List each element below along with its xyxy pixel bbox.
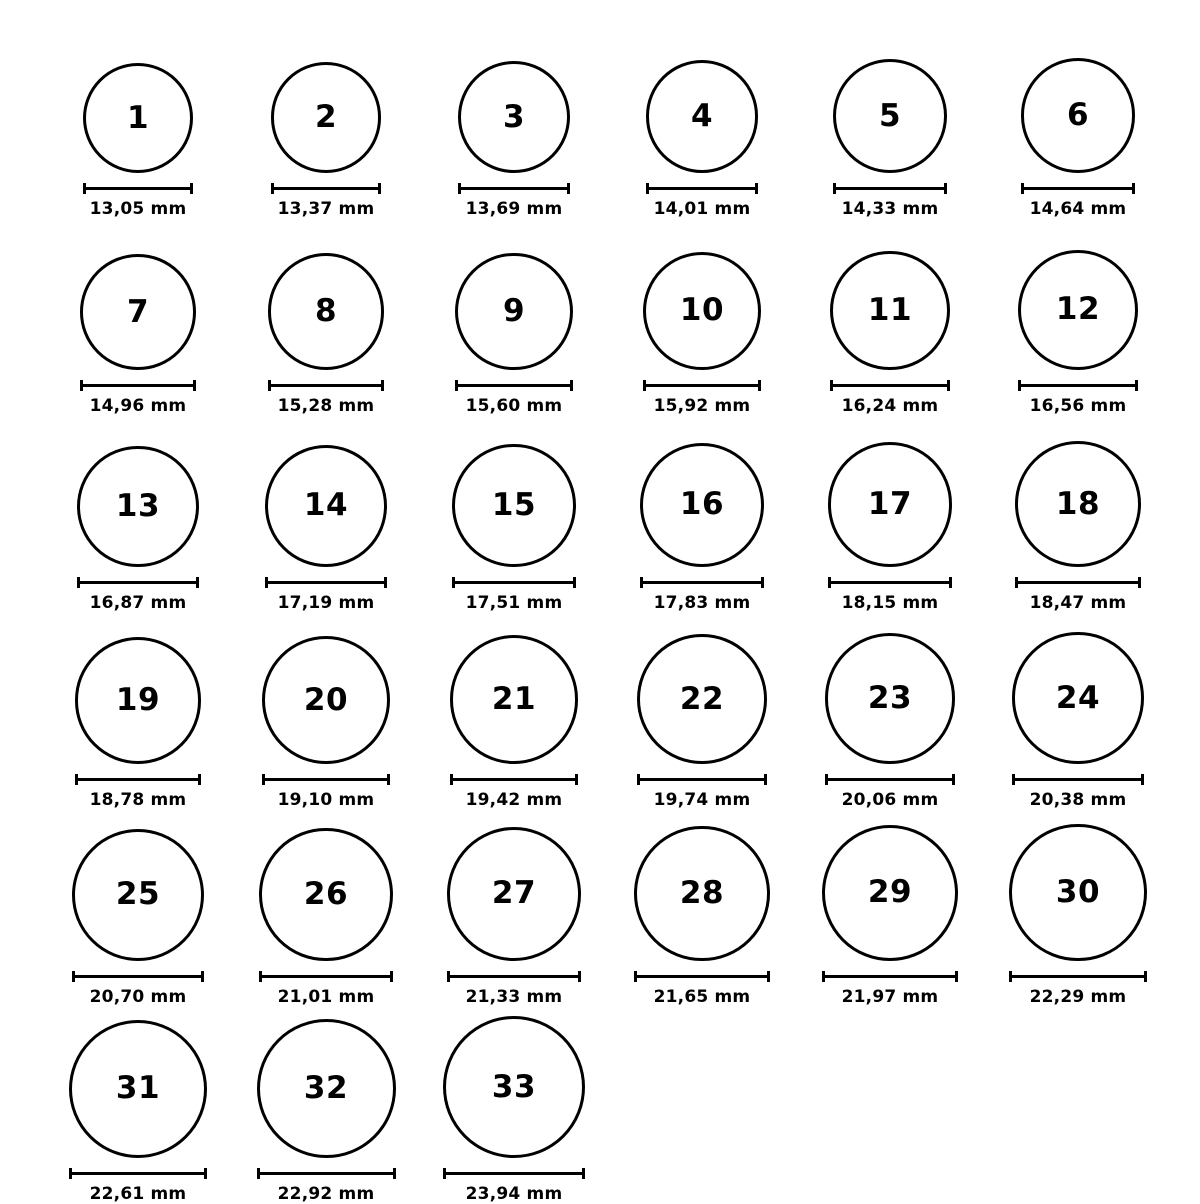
diameter-dimension-line-icon: [443, 1168, 585, 1179]
diameter-label: 17,83 mm: [653, 593, 751, 613]
dimension-line: [1021, 187, 1136, 190]
ring-size-number: 3: [502, 98, 526, 135]
diameter-measure: [822, 971, 958, 1007]
ring-circle-wrap: [1009, 824, 1146, 961]
ring-circle-wrap: [637, 634, 767, 764]
ring-circle[interactable]: [828, 442, 953, 567]
size-row: [0, 219, 1200, 416]
dimension-line: [259, 975, 392, 978]
ring-circle-wrap: [443, 1016, 585, 1158]
ring-circle-wrap: [80, 254, 196, 370]
ring-circle-wrap: [77, 446, 198, 567]
diameter-dimension-line-icon: [643, 380, 761, 391]
diameter-measure: [640, 577, 764, 613]
ring-size-number: 6: [1066, 97, 1090, 134]
ring-circle[interactable]: [643, 252, 761, 370]
ring-size-cell[interactable]: [232, 445, 420, 613]
ring-size-number: 27: [491, 875, 537, 912]
ring-circle[interactable]: [80, 254, 196, 370]
ring-size-cell[interactable]: [232, 828, 420, 1007]
ring-size-number: 25: [115, 876, 161, 913]
diameter-label: 17,19 mm: [277, 593, 375, 613]
dimension-line: [72, 975, 204, 978]
ring-size-cell[interactable]: [44, 1020, 232, 1204]
ring-circle[interactable]: [1018, 250, 1138, 370]
ring-size-cell[interactable]: [420, 253, 608, 416]
ring-circle[interactable]: [443, 1016, 585, 1158]
ring-size-cell[interactable]: [984, 58, 1172, 219]
ring-circle-wrap: [83, 63, 193, 173]
ring-size-cell[interactable]: [796, 59, 984, 219]
ring-circle[interactable]: [646, 60, 759, 173]
diameter-label: 21,33 mm: [465, 987, 563, 1007]
diameter-dimension-line-icon: [1009, 971, 1146, 982]
ring-circle[interactable]: [75, 637, 202, 764]
ring-circle[interactable]: [458, 61, 570, 173]
diameter-label: 14,01 mm: [653, 199, 751, 219]
ring-size-cell[interactable]: [420, 61, 608, 219]
dimension-line: [634, 975, 769, 978]
diameter-label: 13,37 mm: [277, 199, 375, 219]
diameter-label: 14,64 mm: [1029, 199, 1127, 219]
diameter-dimension-line-icon: [458, 183, 570, 194]
ring-circle-wrap: [1021, 58, 1136, 173]
dimension-line: [75, 778, 202, 781]
ring-size-cell[interactable]: [44, 829, 232, 1007]
ring-circle-wrap: [69, 1020, 207, 1158]
ring-size-cell[interactable]: [44, 254, 232, 416]
diameter-label: 15,28 mm: [277, 396, 375, 416]
ring-size-cell[interactable]: [608, 826, 796, 1007]
diameter-measure: [1009, 971, 1146, 1007]
ring-circle[interactable]: [83, 63, 193, 173]
ring-circle-wrap: [72, 829, 204, 961]
ring-size-cell[interactable]: [796, 251, 984, 416]
diameter-label: 15,92 mm: [653, 396, 751, 416]
diameter-measure: [443, 1168, 585, 1204]
ring-size-number: 4: [690, 98, 714, 135]
ring-circle-wrap: [75, 637, 202, 764]
ring-size-cell[interactable]: [420, 1016, 608, 1204]
dimension-line: [830, 384, 949, 387]
diameter-dimension-line-icon: [822, 971, 958, 982]
dimension-line: [640, 581, 764, 584]
dimension-line: [77, 581, 198, 584]
diameter-dimension-line-icon: [268, 380, 385, 391]
ring-size-number: 24: [1055, 679, 1101, 716]
diameter-measure: [1021, 183, 1136, 219]
ring-size-number: 23: [867, 680, 913, 717]
diameter-measure: [634, 971, 769, 1007]
diameter-dimension-line-icon: [259, 971, 392, 982]
diameter-label: 22,29 mm: [1029, 987, 1127, 1007]
ring-size-cell[interactable]: [232, 253, 420, 416]
diameter-dimension-line-icon: [77, 577, 198, 588]
diameter-dimension-line-icon: [634, 971, 769, 982]
ring-size-number: 31: [115, 1070, 161, 1107]
diameter-label: 13,05 mm: [89, 199, 187, 219]
ring-circle-wrap: [646, 60, 759, 173]
ring-circle[interactable]: [265, 445, 387, 567]
ring-circle-wrap: [825, 633, 956, 764]
diameter-label: 18,15 mm: [841, 593, 939, 613]
dimension-line: [450, 778, 579, 781]
diameter-label: 15,60 mm: [465, 396, 563, 416]
diameter-dimension-line-icon: [83, 183, 193, 194]
diameter-dimension-line-icon: [69, 1168, 207, 1179]
ring-circle-wrap: [1015, 441, 1141, 567]
diameter-label: 14,96 mm: [89, 396, 187, 416]
ring-circle-wrap: [271, 62, 382, 173]
diameter-label: 22,61 mm: [89, 1184, 187, 1204]
ring-circle[interactable]: [259, 828, 392, 961]
dimension-line: [69, 1172, 207, 1175]
size-row: [0, 416, 1200, 613]
dimension-line: [452, 581, 575, 584]
diameter-label: 23,94 mm: [465, 1184, 563, 1204]
ring-size-number: 10: [679, 292, 725, 329]
diameter-label: 21,65 mm: [653, 987, 751, 1007]
diameter-measure: [83, 183, 193, 219]
diameter-measure: [259, 971, 392, 1007]
ring-size-cell[interactable]: [232, 1019, 420, 1204]
ring-size-number: 20: [303, 681, 349, 718]
diameter-dimension-line-icon: [1012, 774, 1144, 785]
size-row: [0, 613, 1200, 810]
diameter-measure: [458, 183, 570, 219]
ring-circle-wrap: [458, 61, 570, 173]
diameter-dimension-line-icon: [1018, 380, 1138, 391]
ring-size-cell[interactable]: [984, 632, 1172, 810]
diameter-measure: [265, 577, 387, 613]
ring-circle[interactable]: [637, 634, 767, 764]
diameter-measure: [1012, 774, 1144, 810]
diameter-label: 16,24 mm: [841, 396, 939, 416]
ring-size-number: 28: [679, 874, 725, 911]
diameter-label: 19,74 mm: [653, 790, 751, 810]
ring-size-number: 22: [679, 680, 725, 717]
diameter-measure: [72, 971, 204, 1007]
diameter-dimension-line-icon: [450, 774, 579, 785]
diameter-measure: [77, 577, 198, 613]
dimension-line: [1018, 384, 1138, 387]
ring-size-cell[interactable]: [608, 60, 796, 219]
ring-circle[interactable]: [1021, 58, 1136, 173]
dimension-line: [271, 187, 382, 190]
diameter-label: 21,97 mm: [841, 987, 939, 1007]
ring-size-number: 32: [303, 1070, 349, 1106]
ring-circle[interactable]: [822, 825, 958, 961]
ring-circle-wrap: [450, 635, 579, 764]
ring-size-number: 11: [867, 291, 913, 328]
ring-circle-wrap: [1018, 250, 1138, 370]
diameter-label: 18,47 mm: [1029, 593, 1127, 613]
dimension-line: [83, 187, 193, 190]
diameter-measure: [637, 774, 767, 810]
diameter-measure: [262, 774, 390, 810]
ring-size-cell[interactable]: [232, 62, 420, 219]
diameter-measure: [69, 1168, 207, 1204]
ring-size-number: 17: [867, 486, 913, 522]
diameter-label: 17,51 mm: [465, 593, 563, 613]
dimension-line: [825, 778, 956, 781]
diameter-measure: [1015, 577, 1141, 613]
diameter-dimension-line-icon: [637, 774, 767, 785]
diameter-dimension-line-icon: [1015, 577, 1141, 588]
ring-size-cell[interactable]: [796, 633, 984, 810]
diameter-dimension-line-icon: [1021, 183, 1136, 194]
diameter-dimension-line-icon: [640, 577, 764, 588]
ring-size-cell[interactable]: [44, 446, 232, 613]
diameter-measure: [271, 183, 382, 219]
diameter-dimension-line-icon: [455, 380, 572, 391]
diameter-measure: [825, 774, 956, 810]
diameter-label: 16,56 mm: [1029, 396, 1127, 416]
diameter-label: 16,87 mm: [89, 593, 187, 613]
ring-circle[interactable]: [447, 827, 581, 961]
diameter-measure: [257, 1168, 396, 1204]
diameter-measure: [455, 380, 572, 416]
ring-circle[interactable]: [825, 633, 956, 764]
ring-size-cell[interactable]: [796, 825, 984, 1007]
size-row: [0, 22, 1200, 219]
ring-circle-wrap: [634, 826, 769, 961]
diameter-label: 14,33 mm: [841, 199, 939, 219]
diameter-measure: [833, 183, 947, 219]
dimension-line: [643, 384, 761, 387]
ring-circle-wrap: [822, 825, 958, 961]
dimension-line: [257, 1172, 396, 1175]
ring-size-number: 30: [1055, 873, 1101, 910]
dimension-line: [455, 384, 572, 387]
ring-size-number: 9: [502, 292, 526, 329]
ring-size-cell[interactable]: [420, 827, 608, 1007]
diameter-measure: [450, 774, 579, 810]
dimension-line: [1015, 581, 1141, 584]
ring-size-cell[interactable]: [984, 824, 1172, 1007]
ring-circle[interactable]: [69, 1020, 207, 1158]
dimension-line: [458, 187, 570, 190]
dimension-line: [646, 187, 759, 190]
diameter-dimension-line-icon: [257, 1168, 396, 1179]
ring-size-cell[interactable]: [420, 444, 608, 613]
ring-size-number: 13: [115, 487, 161, 524]
diameter-measure: [643, 380, 761, 416]
diameter-measure: [452, 577, 575, 613]
size-row: [0, 1007, 1200, 1204]
ring-size-cell[interactable]: [608, 252, 796, 416]
diameter-label: 20,06 mm: [841, 790, 939, 810]
ring-circle[interactable]: [72, 829, 204, 961]
ring-circle-wrap: [257, 1019, 396, 1158]
ring-circle-wrap: [830, 251, 949, 370]
ring-circle[interactable]: [634, 826, 769, 961]
dimension-line: [822, 975, 958, 978]
ring-size-cell[interactable]: [984, 250, 1172, 416]
ring-circle-wrap: [452, 444, 575, 567]
ring-size-number: 18: [1055, 485, 1101, 522]
ring-size-number: 1: [126, 99, 150, 136]
diameter-dimension-line-icon: [830, 380, 949, 391]
dimension-line: [637, 778, 767, 781]
ring-size-number: 26: [303, 875, 349, 912]
diameter-dimension-line-icon: [271, 183, 382, 194]
diameter-label: 19,42 mm: [465, 790, 563, 810]
diameter-label: 19,10 mm: [277, 790, 375, 810]
diameter-measure: [830, 380, 949, 416]
ring-circle[interactable]: [1009, 824, 1146, 961]
diameter-label: 22,92 mm: [277, 1184, 375, 1204]
diameter-measure: [646, 183, 759, 219]
ring-size-cell[interactable]: [44, 637, 232, 810]
diameter-label: 13,69 mm: [465, 199, 563, 219]
ring-circle[interactable]: [452, 444, 575, 567]
ring-size-cell[interactable]: [984, 441, 1172, 613]
ring-size-number: 7: [126, 293, 150, 330]
ring-circle[interactable]: [1012, 632, 1144, 764]
ring-size-cell[interactable]: [608, 443, 796, 613]
dimension-line: [1012, 778, 1144, 781]
ring-circle[interactable]: [262, 636, 390, 764]
diameter-dimension-line-icon: [447, 971, 581, 982]
ring-size-number: 33: [491, 1068, 537, 1105]
dimension-line: [262, 778, 390, 781]
diameter-measure: [447, 971, 581, 1007]
ring-size-cell[interactable]: [232, 636, 420, 810]
ring-circle[interactable]: [77, 446, 198, 567]
ring-circle-wrap: [643, 252, 761, 370]
ring-size-number: 19: [115, 682, 161, 719]
ring-size-number: 8: [314, 293, 338, 330]
ring-circle-wrap: [455, 253, 572, 370]
dimension-line: [447, 975, 581, 978]
ring-size-cell[interactable]: [44, 63, 232, 219]
ring-size-number: 14: [303, 487, 349, 524]
diameter-measure: [828, 577, 953, 613]
diameter-measure: [80, 380, 196, 416]
ring-size-number: 16: [679, 486, 725, 523]
ring-circle-wrap: [828, 442, 953, 567]
ring-size-number: 21: [491, 681, 537, 718]
diameter-measure: [75, 774, 202, 810]
ring-size-cell[interactable]: [796, 442, 984, 613]
dimension-line: [443, 1172, 585, 1175]
diameter-dimension-line-icon: [80, 380, 196, 391]
ring-size-number: 29: [867, 874, 913, 911]
ring-circle-wrap: [262, 636, 390, 764]
diameter-label: 18,78 mm: [89, 790, 187, 810]
diameter-label: 20,38 mm: [1029, 790, 1127, 810]
diameter-measure: [1018, 380, 1138, 416]
diameter-measure: [268, 380, 385, 416]
size-row: [0, 810, 1200, 1007]
diameter-dimension-line-icon: [452, 577, 575, 588]
ring-circle[interactable]: [257, 1019, 396, 1158]
diameter-dimension-line-icon: [72, 971, 204, 982]
ring-circle[interactable]: [833, 59, 947, 173]
diameter-dimension-line-icon: [833, 183, 947, 194]
diameter-dimension-line-icon: [646, 183, 759, 194]
diameter-dimension-line-icon: [265, 577, 387, 588]
ring-size-cell[interactable]: [608, 634, 796, 810]
ring-size-number: 5: [878, 97, 902, 134]
ring-size-cell[interactable]: [420, 635, 608, 810]
dimension-line: [80, 384, 196, 387]
ring-circle[interactable]: [450, 635, 579, 764]
ring-circle-wrap: [265, 445, 387, 567]
ring-circle[interactable]: [455, 253, 572, 370]
diameter-dimension-line-icon: [828, 577, 953, 588]
ring-size-number: 15: [491, 486, 537, 523]
ring-circle-wrap: [259, 828, 392, 961]
ring-size-number: 12: [1055, 291, 1101, 328]
diameter-dimension-line-icon: [825, 774, 956, 785]
ring-circle[interactable]: [640, 443, 764, 567]
ring-circle-wrap: [640, 443, 764, 567]
diameter-dimension-line-icon: [262, 774, 390, 785]
diameter-dimension-line-icon: [75, 774, 202, 785]
ring-size-number: 2: [314, 99, 338, 136]
dimension-line: [833, 187, 947, 190]
dimension-line: [265, 581, 387, 584]
ring-circle-wrap: [1012, 632, 1144, 764]
ring-circle[interactable]: [1015, 441, 1141, 567]
ring-circle[interactable]: [268, 253, 385, 370]
ring-circle[interactable]: [271, 62, 382, 173]
ring-circle[interactable]: [830, 251, 949, 370]
ring-circle-wrap: [268, 253, 385, 370]
dimension-line: [268, 384, 385, 387]
diameter-label: 20,70 mm: [89, 987, 187, 1007]
dimension-line: [828, 581, 953, 584]
dimension-line: [1009, 975, 1146, 978]
diameter-label: 21,01 mm: [277, 987, 375, 1007]
ring-circle-wrap: [833, 59, 947, 173]
ring-circle-wrap: [447, 827, 581, 961]
